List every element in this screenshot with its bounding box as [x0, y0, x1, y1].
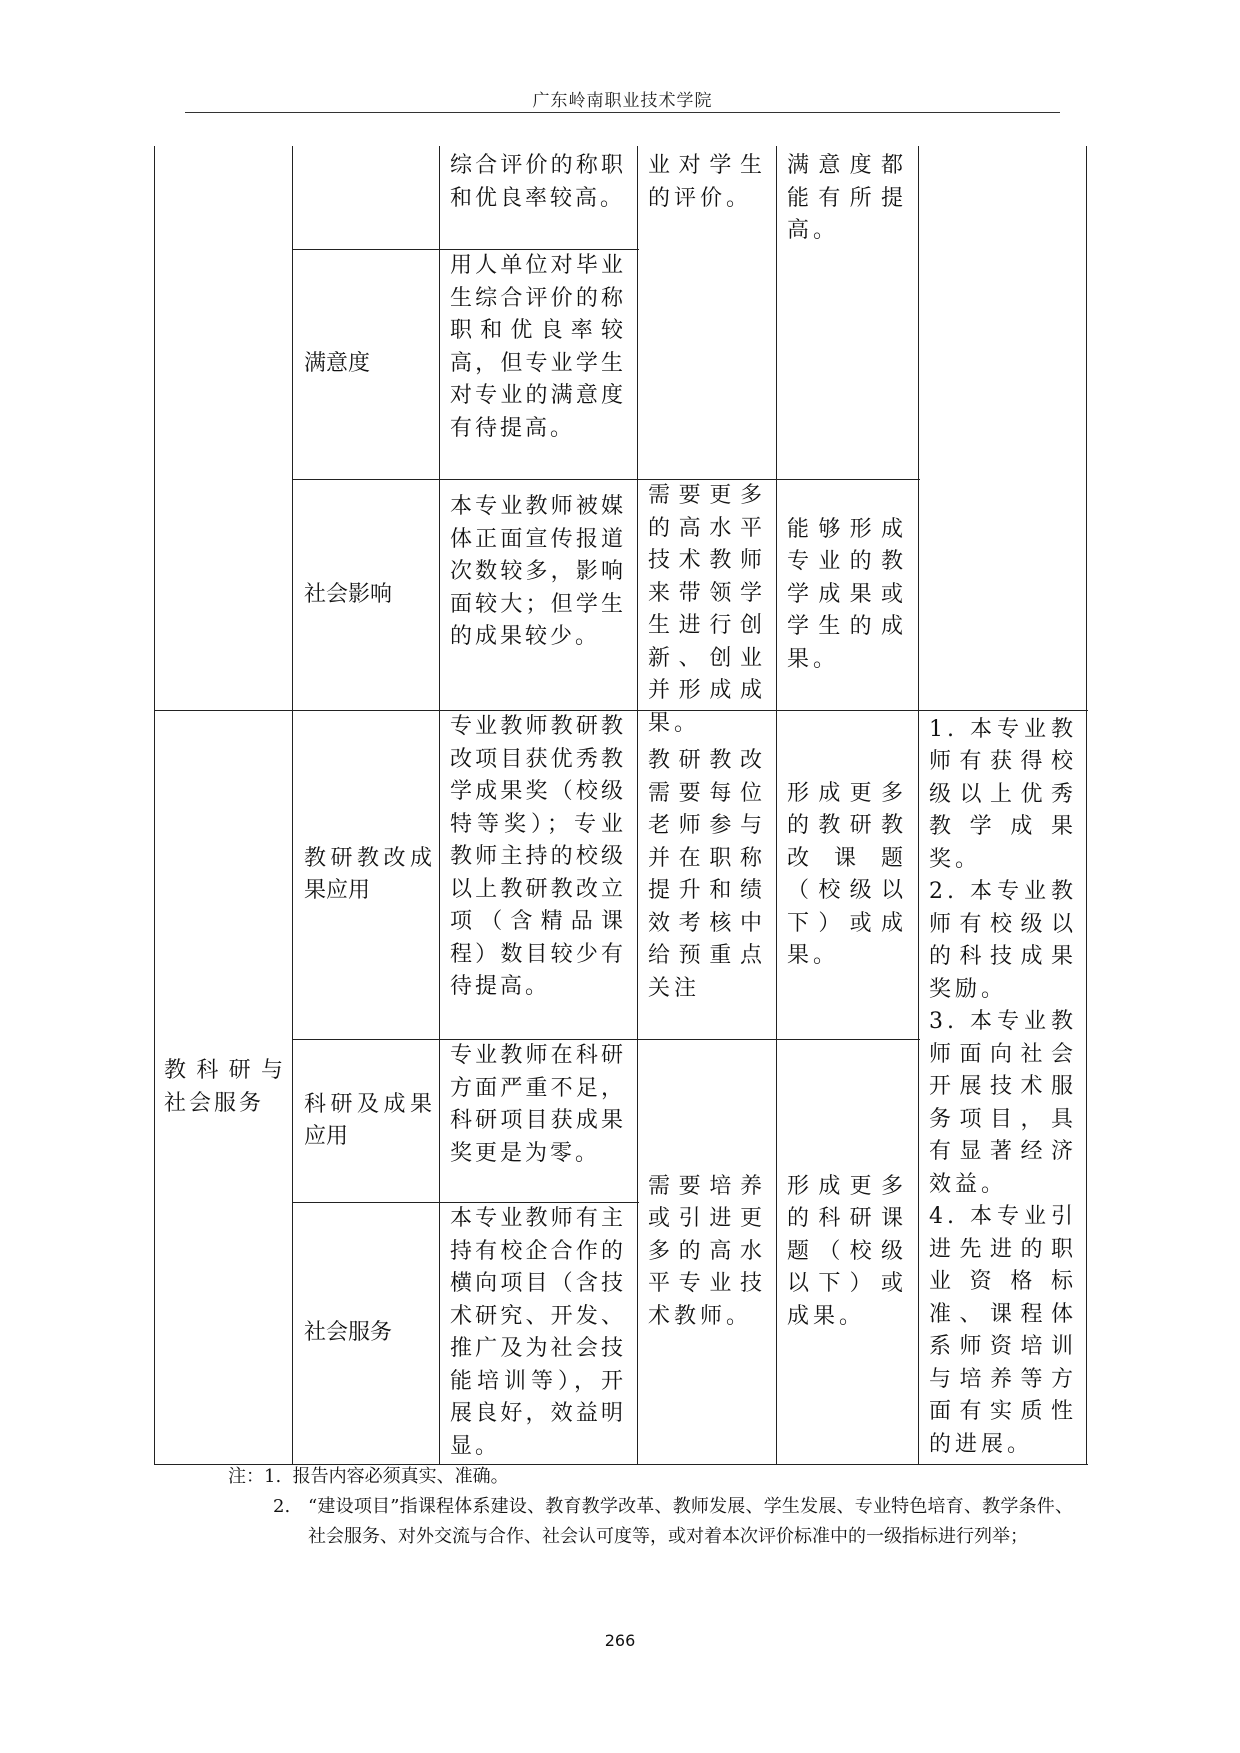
header-rule: [185, 112, 1060, 113]
note-item: [228, 1462, 509, 1492]
table-cell-current: 本专业教师有主持有校企合作的横向项目（含技术研究、开发、推广及为社会技能培训等），开展良好，效益明显。: [450, 1206, 626, 1459]
table-cell-current: 本专业教师被媒体正面宣传报道次数较多，影响面较大；但学生的成果较少。: [450, 494, 626, 649]
table-cell-measures: [929, 711, 1077, 1464]
note-text: “建设项目”指课程体系建设、教育教学改革、教师发展、学生发展、专业特色培育、教学条件、社会服务、对外交流与合作、社会认可度等，或对着本次评价标准中的一级指标进行列举；: [308, 1496, 1073, 1547]
note-number: 1.: [264, 1466, 282, 1487]
table-cell-indicator: [304, 250, 432, 479]
measure-item: 3. 本专业教师面向社会开展技术服务项目，具有显著经济效益。: [929, 1009, 1077, 1197]
table-cell-category: [164, 711, 286, 1464]
measures-list: [929, 714, 1077, 1462]
table-border-right: [1086, 146, 1087, 1464]
table-col-divider: [637, 146, 638, 1464]
goal-text: 形成更多的科研课题（校级以下）或成果。: [787, 1173, 907, 1329]
problem-text: 需要培养或引进更多的高水平专业技术教师。: [648, 1173, 766, 1329]
table-border-left: [154, 146, 155, 1464]
table-col-divider: [292, 146, 293, 1464]
table-cell-current: 用人单位对毕业生综合评价的称职和优良率较高，但专业学生对专业的满意度有待提高。: [450, 253, 626, 441]
table-cell-problem: [648, 711, 766, 1039]
indicator-label: 科研及成果应用: [304, 1091, 432, 1149]
goal-text: 形成更多的教研教改课题（校级以下）或成果。: [787, 780, 907, 968]
measure-item: 2. 本专业教师有校级以的科技成果奖励。: [929, 879, 1077, 1002]
table-col-divider: [439, 146, 440, 1464]
indicator-label: 社会服务: [304, 1320, 393, 1346]
measure-item: 1. 本专业教师有获得校级以上优秀教学成果奖。: [929, 716, 1077, 872]
table-cell-goal: 满意度都能有所提高。: [787, 153, 907, 243]
table-col-divider: [918, 146, 919, 1464]
measure-item: 4. 本专业引进先进的职业资格标准、课程体系师资培训与培养等方面有实质性的进展。: [929, 1204, 1077, 1457]
table-cell-goal: [787, 1040, 907, 1464]
indicator-label: 满意度: [304, 351, 371, 377]
note-text: 报告内容必须真实、准确。: [292, 1466, 509, 1487]
table-cell-current: 专业教师在科研方面严重不足，科研项目获成果奖更是为零。: [450, 1043, 626, 1166]
note-prefix: 注：: [228, 1466, 264, 1487]
note-number: 2.: [273, 1496, 291, 1517]
table-cell-indicator: [304, 1040, 432, 1202]
table-cell-goal: [787, 480, 907, 710]
page-number: 266: [604, 1631, 636, 1650]
category-label: 教科研与社会服务: [164, 1058, 286, 1116]
indicator-label: 教研教改成果应用: [304, 845, 432, 903]
table-cell-indicator: [304, 1203, 432, 1464]
page-header: 广东岭南职业技术学院: [532, 91, 713, 111]
table-cell-problem: 业对学生的评价。: [648, 153, 766, 211]
evaluation-table: [154, 146, 1087, 1464]
table-cell-problem: [648, 1040, 766, 1464]
table-col-divider: [776, 146, 777, 1464]
table-cell-goal: [787, 711, 907, 1039]
table-cell-indicator: [304, 480, 432, 710]
problem-text: 教研教改需要每位老师参与并在职称提升和绩效考核中给预重点关注: [648, 748, 766, 1001]
goal-text: 能够形成专业的教学成果或学生的成果。: [787, 516, 907, 672]
table-cell-current: 专业教师教研教改项目获优秀教学成果奖（校级特等奖）；专业教师主持的校级以上教研教改立项（含精品课程）数目较少有待提高。: [450, 714, 626, 999]
table-cell-indicator: [304, 711, 432, 1039]
table-cell-problem: 需要更多的高水平技术教师来带领学生进行创新、创业并形成成果。: [648, 483, 766, 736]
table-cell-current: 综合评价的称职和优良率较高。: [450, 153, 626, 211]
indicator-label: 社会影响: [304, 581, 393, 607]
